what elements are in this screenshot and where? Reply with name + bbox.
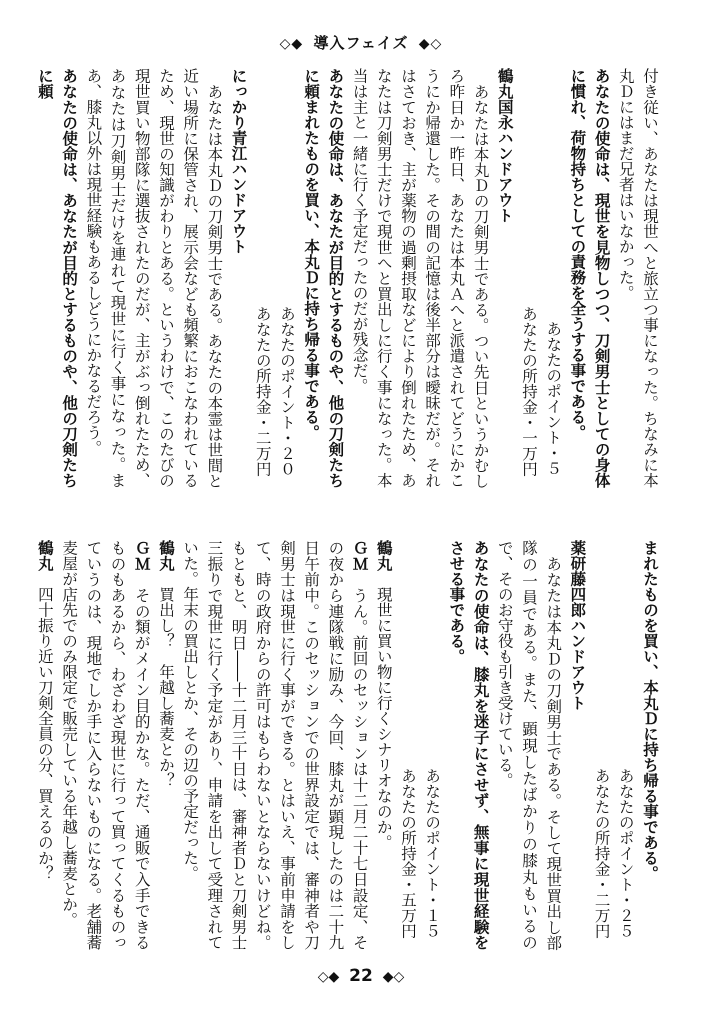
mission-continuation: まれたものを買い、本丸Ｄに持ち帰る事である。 — [641, 540, 659, 881]
points-line: あなたのポイント・２０ — [277, 305, 296, 476]
mission-text: あなたの使命は、膝丸を迷子にさせず、無事に現世経験をさせる事である。 — [447, 540, 490, 950]
points-line: あなたのポイント・２５ — [616, 767, 635, 938]
dialogue-text: 現世に買い物に行くシナリオなのか。 — [374, 586, 393, 850]
money-line: あなたの所持金・五万円 — [398, 767, 417, 938]
dialogue-line — [178, 540, 372, 950]
handout-heading-yagen: 薬研藤四郎ハンドアウト — [568, 540, 587, 711]
dialogue-text: その類がメイン目的かな。ただ、通販で入手できるものもあるから、わざわざ現世に行って買ってくるものっていうのは、現地でしか手に入らないものになる。老舗蕎麦屋が店先でのみ限定で販売している年越し蕎麦とか。 — [60, 540, 151, 951]
dialogue-line — [33, 540, 57, 950]
dialogue-line — [57, 540, 154, 950]
dialogue-speaker: 鶴丸 — [35, 540, 54, 571]
money-line: あなたの所持金・二万円 — [592, 767, 611, 938]
points-line: あなたのポイント・５ — [544, 321, 563, 476]
handout-body-tsurumaru: あなたは本丸Ｄの刀剣男士である。つい先日というかむしろ昨日か一昨日、あなたは本丸Ａへと派遣されてどうにかこうにか帰還した。その間の記憶は後半部分は曖昧だが。それはさておき、主が薬物の過剰摂取などにより倒れたため、あなたは刀剣男士だけで現世へと買出しに行く事になった。本当は主と一緒に行く予定だったのだが残念だ。 — [350, 68, 490, 488]
dialogue-speaker: 鶴丸 — [374, 540, 393, 571]
mission-text: あなたの使命は、あなたが目的とするものや、他の刀剣たちに頼まれたものを買い、本丸Ｄに持ち帰る事である。 — [302, 68, 345, 488]
top-text-block — [35, 68, 662, 488]
footer-deco-left: ◇◆ — [317, 969, 340, 985]
mission-text: あなたの使命は、あなたが目的とするものや、他の刀剣たちに頼 — [35, 68, 79, 488]
bottom-text-block — [35, 540, 662, 951]
points-line: あなたのポイント・１５ — [423, 767, 442, 938]
dialogue-text: うん。前回のセッションは十二月二十七日設定、その夜から連隊戦に励み、今回、膝丸が顕現したのは二十九日午前中。このセッションでの世界設定では、審神者や刀剣男士は現世に行く事ができる。とはいえ、事前申請をして、時の政府からの許可はもらわないとならないけどね。もともと、明日――十二月三十日は、審神者Ｄと刀剣男士三振りで現世に行く予定があり、申請を出して受理されていた。年末の買出しとか、その辺の予定だった。 — [181, 540, 369, 951]
dialogue-speaker: 鶴丸 — [156, 540, 175, 571]
dialogue-speaker: ＧＭ — [132, 540, 151, 572]
money-line: あなたの所持金・二万円 — [253, 305, 272, 476]
header-deco-left: ◇◆ — [279, 36, 304, 52]
dialogue-line — [154, 540, 178, 950]
dialogue-text: 買出し？ 年越し蕎麦とか？ — [156, 586, 175, 788]
handout-body-nikkari: あなたは本丸Ｄの刀剣男士である。あなたの本霊は世間と近い場所に保管され、展示会なども頻繁におこなわれているため、現世の知識がわりとある。というわけで、このたびの現世買い物部隊に選抜されたのだが、主がぶっ倒れたため、あなたは刀剣男士だけを連れて現世に行く事になった。まあ、膝丸以外は現世経験もあるしどうにかなるだろう。 — [84, 68, 224, 488]
footer-deco-right: ◆◇ — [382, 969, 405, 985]
page-header — [0, 32, 722, 53]
continuation-text: 付き従い、あなたは現世へと旅立つ事になった。ちなみに本丸Ｄにはまだ兄者はいなかった。 — [616, 68, 659, 488]
handout-heading-tsurumaru: 鶴丸国永ハンドアウト — [495, 68, 514, 223]
dialogue-speaker: ＧＭ — [350, 540, 369, 572]
header-deco-right: ◆◇ — [418, 36, 443, 52]
page-number: 22 — [349, 966, 373, 986]
handout-body-yagen: あなたは本丸Ｄの刀剣男士である。そして現世買出し部隊の一員である。また、顕現したばかりの膝丸もいるので、そのお守役も引き受けている。 — [495, 540, 563, 950]
handout-heading-nikkari: にっかり青江ハンドアウト — [229, 68, 248, 254]
dialogue-line — [372, 540, 396, 950]
mission-text: あなたの使命は、現世を見物しつつ、刀剣男士としての身体に慣れ、荷物持ちとしての責務を全うする事である。 — [568, 68, 611, 488]
header-title: 導入フェイズ — [313, 34, 409, 52]
page-footer — [0, 966, 722, 986]
money-line: あなたの所持金・一万円 — [519, 305, 538, 476]
dialogue-text: 四十振り近い刀剣全員の分、買えるのか？ — [35, 586, 54, 881]
